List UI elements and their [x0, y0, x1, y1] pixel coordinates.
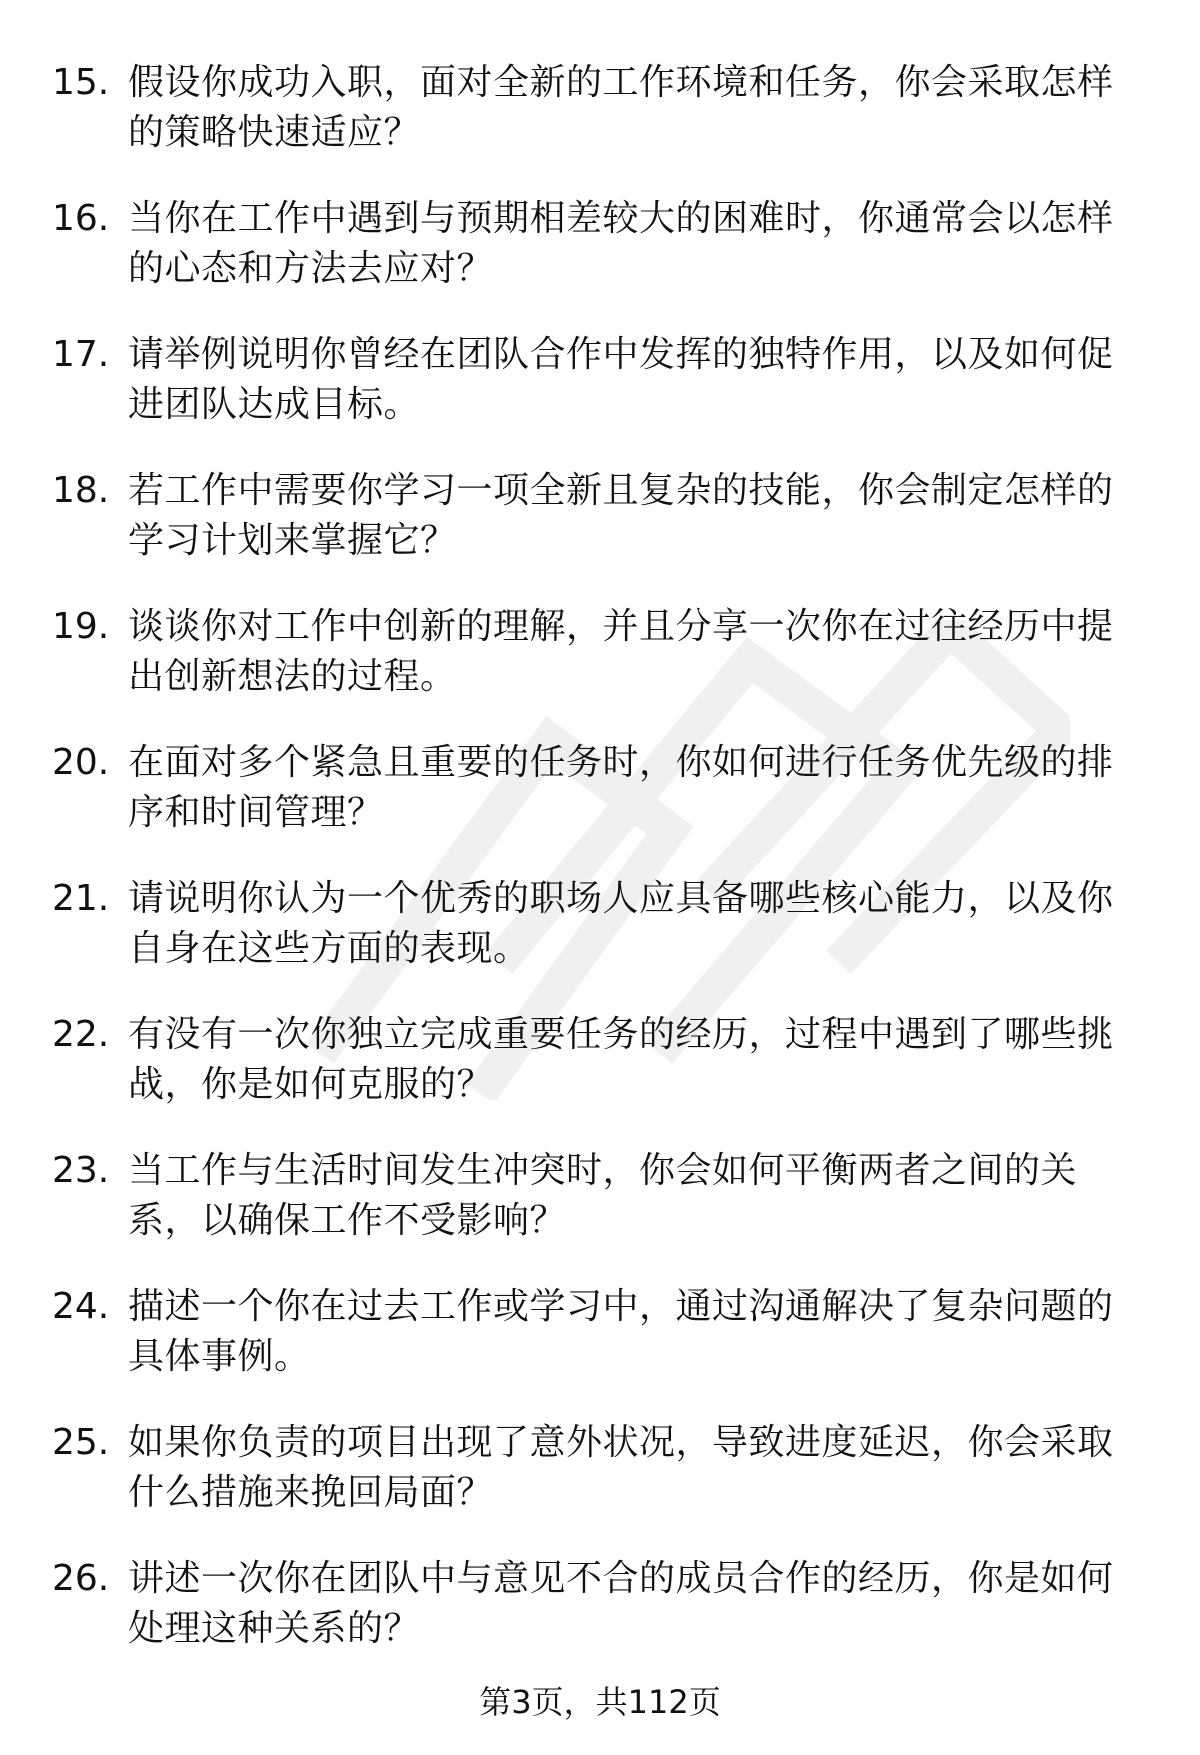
question-item — [0, 330, 1200, 466]
question-number: 18. — [52, 470, 110, 511]
question-item — [0, 1282, 1200, 1418]
question-item — [0, 602, 1200, 738]
question-text: 有没有一次你独立完成重要任务的经历，过程中遇到了哪些挑战，你是如何克服的？ — [128, 1014, 1114, 1105]
question-item — [0, 466, 1200, 602]
question-number: 22. — [52, 1014, 110, 1055]
question-number: 21. — [52, 878, 110, 919]
question-number: 16. — [52, 198, 110, 239]
question-number: 17. — [52, 334, 110, 375]
question-text: 当工作与生活时间发生冲突时，你会如何平衡两者之间的关系，以确保工作不受影响？ — [128, 1150, 1078, 1241]
question-number: 15. — [52, 62, 110, 103]
question-text: 假设你成功入职，面对全新的工作环境和任务，你会采取怎样的策略快速适应？ — [128, 62, 1114, 153]
question-list — [0, 58, 1200, 1690]
question-item — [0, 1010, 1200, 1146]
question-item — [0, 1418, 1200, 1554]
question-text: 在面对多个紧急且重要的任务时，你如何进行任务优先级的排序和时间管理？ — [128, 742, 1114, 833]
question-item — [0, 1146, 1200, 1282]
question-text: 当你在工作中遇到与预期相差较大的困难时，你通常会以怎样的心态和方法去应对？ — [128, 198, 1114, 289]
question-text: 描述一个你在过去工作或学习中，通过沟通解决了复杂问题的具体事例。 — [128, 1286, 1114, 1377]
question-item — [0, 874, 1200, 1010]
question-item — [0, 1554, 1200, 1690]
question-item — [0, 194, 1200, 330]
question-number: 26. — [52, 1558, 110, 1599]
question-text: 请说明你认为一个优秀的职场人应具备哪些核心能力，以及你自身在这些方面的表现。 — [128, 878, 1114, 969]
page-number-label: 第3页，共112页 — [479, 1683, 721, 1721]
question-number: 20. — [52, 742, 110, 783]
question-text: 如果你负责的项目出现了意外状况，导致进度延迟，你会采取什么措施来挽回局面？ — [128, 1422, 1114, 1513]
question-text: 请举例说明你曾经在团队合作中发挥的独特作用，以及如何促进团队达成目标。 — [128, 334, 1114, 425]
question-text: 谈谈你对工作中创新的理解，并且分享一次你在过往经历中提出创新想法的过程。 — [128, 606, 1114, 697]
question-number: 25. — [52, 1422, 110, 1463]
question-number: 23. — [52, 1150, 110, 1191]
question-number: 24. — [52, 1286, 110, 1327]
question-number: 19. — [52, 606, 110, 647]
question-item — [0, 58, 1200, 194]
question-text: 若工作中需要你学习一项全新且复杂的技能，你会制定怎样的学习计划来掌握它？ — [128, 470, 1114, 561]
page-footer — [0, 1680, 1200, 1724]
question-item — [0, 738, 1200, 874]
question-text: 讲述一次你在团队中与意见不合的成员合作的经历，你是如何处理这种关系的？ — [128, 1558, 1114, 1649]
